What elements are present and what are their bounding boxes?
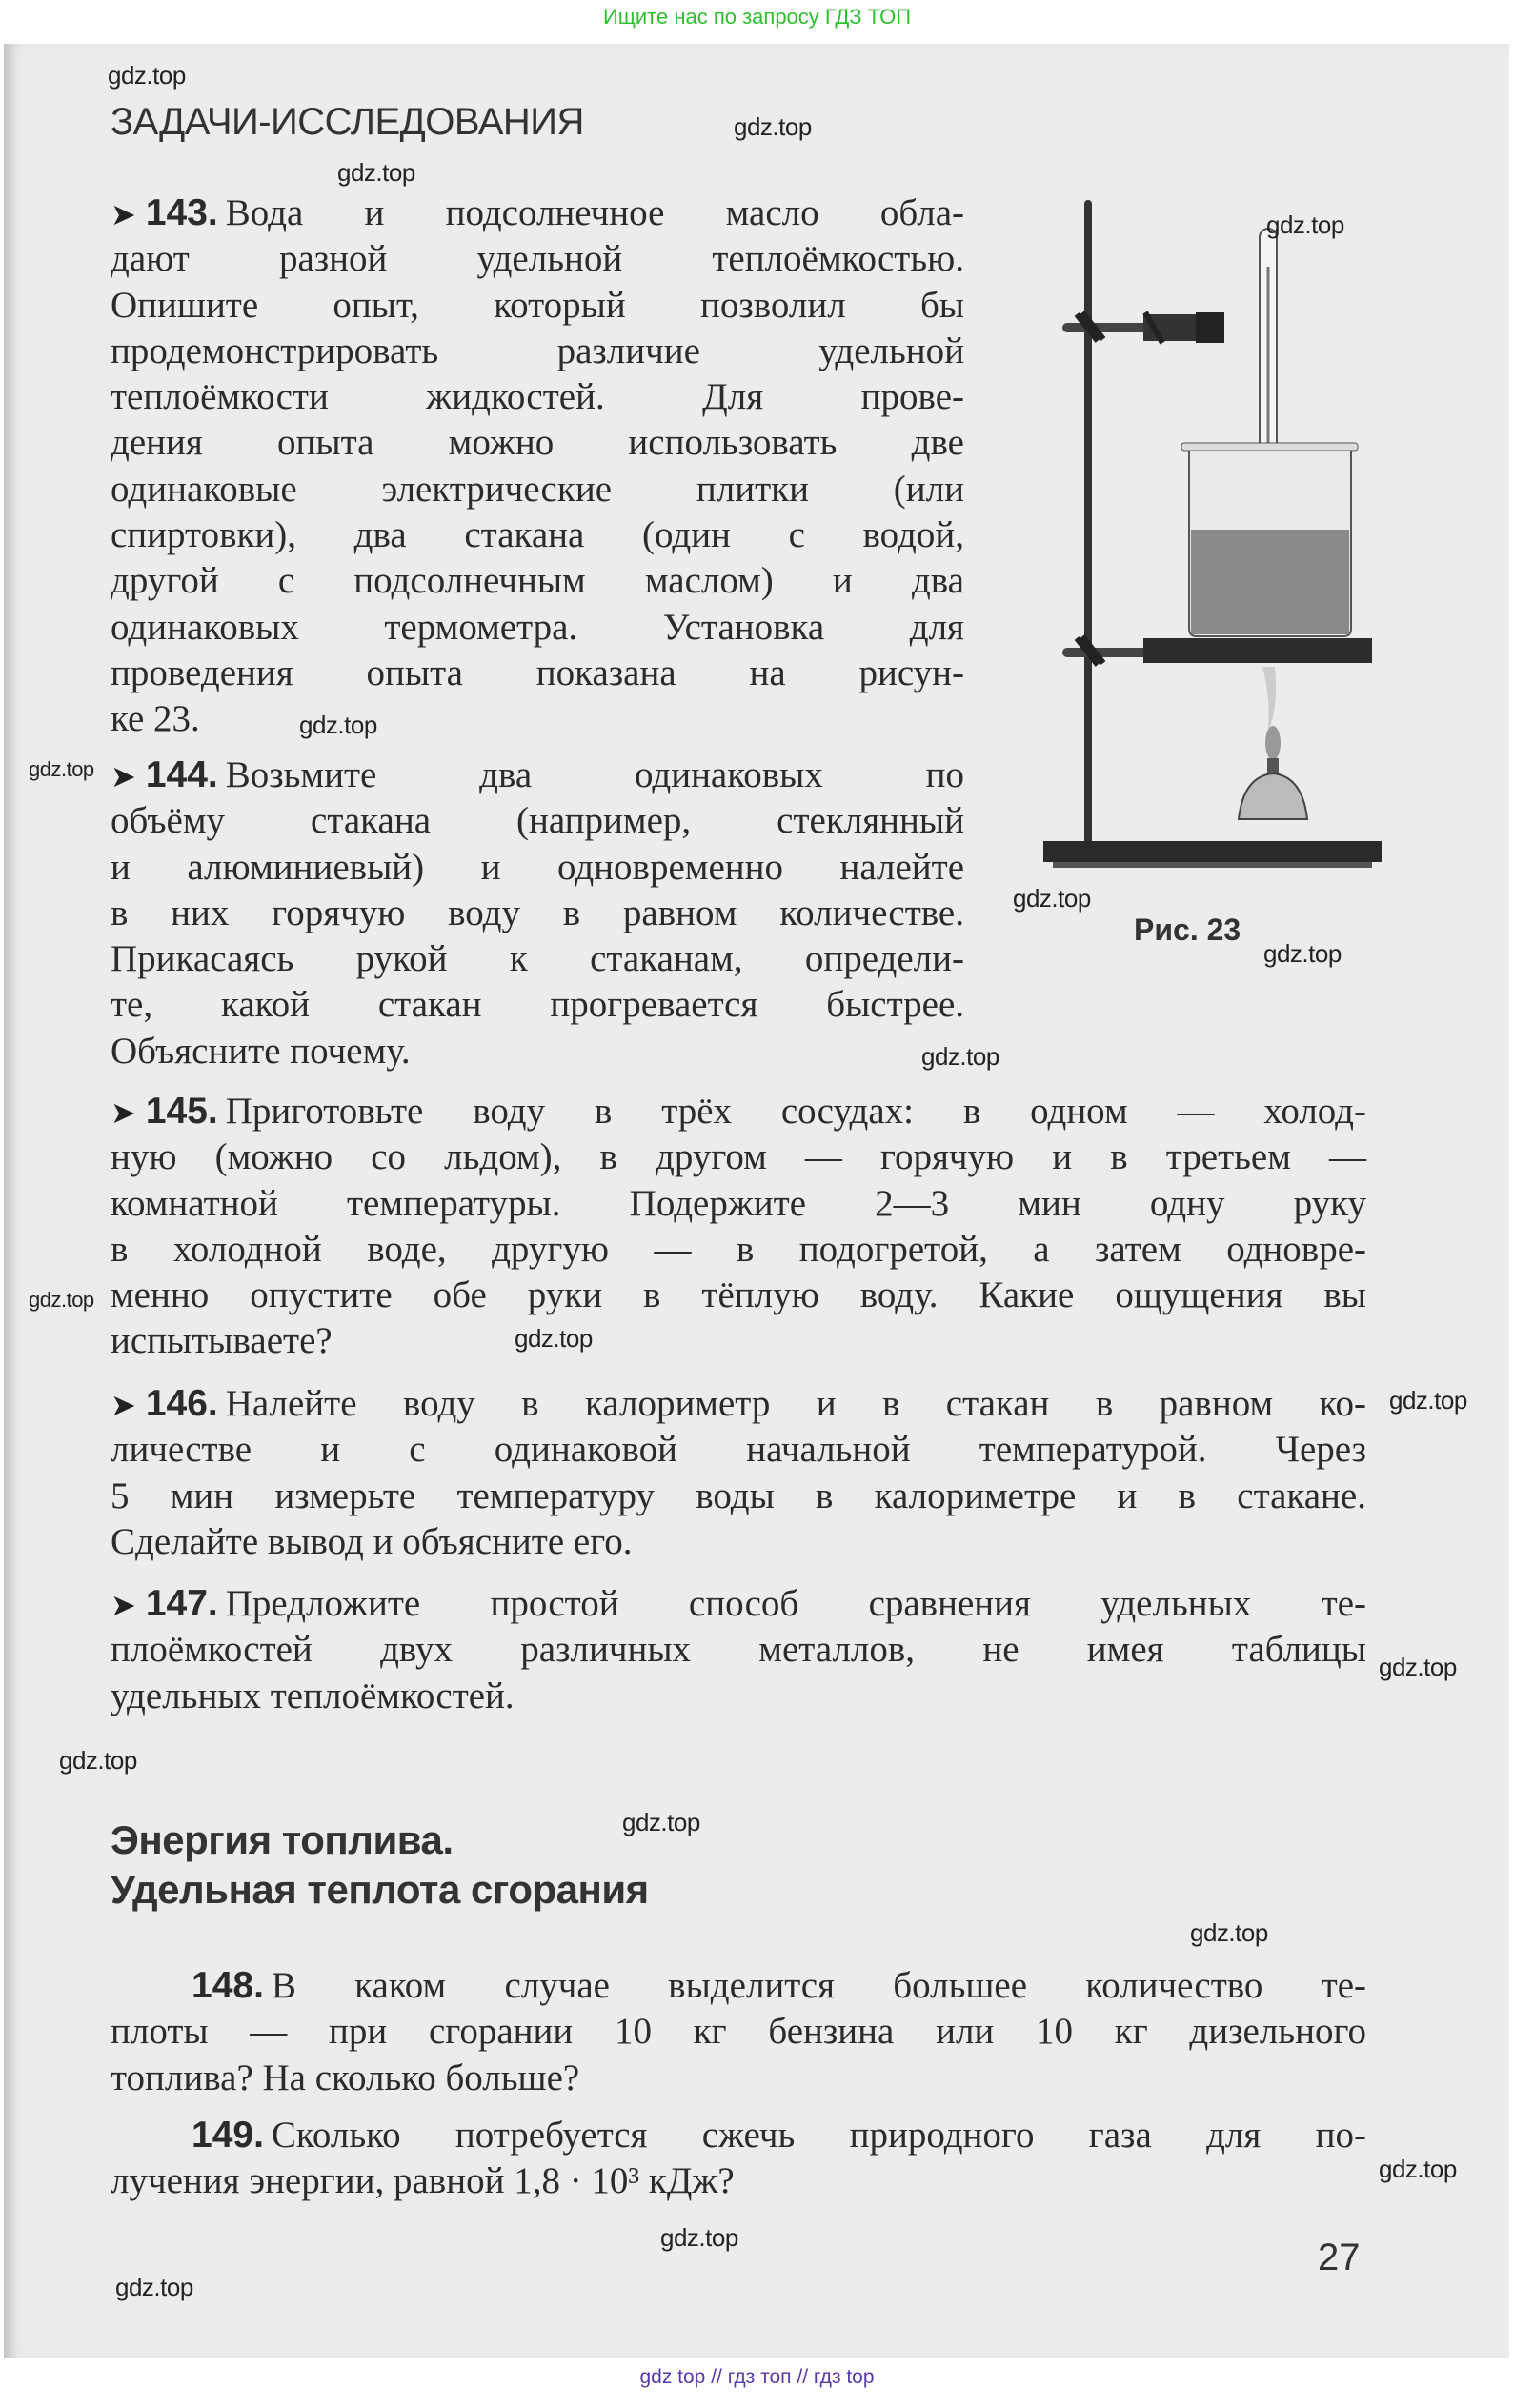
- lower-clamp-ring: [1062, 636, 1372, 665]
- problem-line: [111, 1181, 1366, 1227]
- problem-text: дения опыта можно использовать две: [111, 422, 964, 464]
- watermark: gdz.top: [337, 158, 415, 187]
- problem-line: [111, 1963, 1366, 2009]
- watermark: gdz.top: [1190, 1918, 1268, 1947]
- problem-line: [111, 1089, 1366, 1134]
- problem-text: топлива? На сколько больше?: [111, 2057, 580, 2098]
- beaker: [1181, 443, 1358, 636]
- watermark: gdz.top: [1013, 884, 1091, 913]
- problem-line: [111, 283, 964, 329]
- problem-line: [111, 374, 964, 420]
- stand-rod: [1084, 200, 1092, 857]
- problem-number: 147.: [145, 1583, 218, 1624]
- problem-line: [111, 236, 964, 282]
- problem-line: [111, 1474, 1366, 1519]
- problem-text: удельных теплоёмкостей.: [111, 1675, 515, 1716]
- problem-text: Объясните почему.: [111, 1030, 411, 1072]
- problem-line: [111, 1029, 964, 1074]
- arrow-right-icon: ➤: [111, 1387, 136, 1423]
- search-banner[interactable]: Ищите нас по запросу ГДЗ ТОП: [602, 5, 912, 29]
- problem-text: те, какой стакан прогревается быстрее.: [111, 984, 964, 1026]
- problem-text: Прикасаясь рукой к стаканам, определи-: [111, 938, 964, 980]
- figure-caption: Рис. 23: [1134, 913, 1241, 947]
- problem-149: [111, 2113, 1366, 2205]
- problem-text: спиртовки), два стакана (один с водой,: [111, 514, 964, 556]
- arrow-right-icon: ➤: [111, 1094, 136, 1131]
- problem-text: 5 мин измерьте температуру воды в калориметре и в стакане.: [111, 1475, 1366, 1516]
- problem-text: плоты — при сгорании 10 кг бензина или 10 кг дизельного: [111, 2011, 1366, 2053]
- problem-text: ке 23.: [111, 698, 200, 740]
- problem-text: продемонстрировать различие удельной: [111, 330, 964, 371]
- problem-line: [111, 936, 964, 982]
- watermark: gdz.top: [59, 1746, 137, 1775]
- problem-text: одинаковые электрические плитки (или: [111, 468, 964, 510]
- problem-number: 145.: [145, 1091, 218, 1132]
- problem-line: [111, 1227, 1366, 1273]
- watermark: gdz.top: [108, 61, 186, 90]
- problem-line: [111, 1318, 1366, 1364]
- problem-line: [111, 2009, 1366, 2055]
- problem-number: 143.: [145, 192, 218, 233]
- watermark: gdz.top: [734, 112, 812, 141]
- problem-line: [111, 2056, 1366, 2101]
- watermark: gdz.top: [622, 1808, 700, 1836]
- problem-line: [111, 467, 964, 512]
- watermark: gdz.top: [515, 1324, 593, 1353]
- problem-148: [111, 1963, 1366, 2101]
- problem-line: [111, 191, 964, 236]
- problem-line: [111, 1273, 1366, 1318]
- watermark: gdz.top: [1263, 939, 1342, 968]
- watermark: gdz.top: [1266, 211, 1344, 239]
- problem-text: в холодной воде, другую — в подогретой, а затем одновре-: [111, 1228, 1366, 1270]
- problem-text: Приготовьте воду в трёх сосудах: в одном — холод-: [225, 1091, 1366, 1132]
- problem-line: [111, 752, 964, 798]
- watermark: gdz.top: [1379, 2155, 1457, 2183]
- problem-line: [111, 512, 964, 558]
- problem-line: [111, 1627, 1366, 1673]
- problem-line: [111, 798, 964, 844]
- figure-23-lab-setup: [1029, 191, 1391, 895]
- problem-text: Опишите опыт, который позволил бы: [111, 284, 964, 326]
- problem-line: [111, 845, 964, 891]
- problem-line: [111, 2113, 1366, 2158]
- problem-line: [111, 420, 964, 466]
- problem-number: 149.: [192, 2115, 264, 2156]
- problem-text: объёму стакана (например, стеклянный: [111, 800, 964, 842]
- problem-line: [111, 605, 964, 651]
- problem-number: 148.: [192, 1965, 264, 2006]
- problem-line: [111, 891, 964, 936]
- problem-143: [111, 191, 964, 743]
- problem-text: ную (можно со льдом), в другом — горячую и в третьем —: [111, 1136, 1366, 1178]
- watermark: gdz.top: [660, 2223, 738, 2252]
- problem-line: [111, 329, 964, 374]
- problem-text: дают разной удельной теплоёмкостью.: [111, 238, 964, 280]
- problem-number: 144.: [145, 754, 218, 795]
- problem-line: [111, 2158, 1366, 2204]
- problem-text: менно опустите обе руки в тёплую воду. Какие ощущения вы: [111, 1274, 1366, 1316]
- problem-line: [111, 1519, 1366, 1565]
- problem-text: плоёмкостей двух различных металлов, не имея таблицы: [111, 1629, 1366, 1671]
- section-title-research-tasks: ЗАДАЧИ-ИССЛЕДОВАНИЯ: [111, 101, 584, 143]
- problem-text: В каком случае выделится большее количество те-: [271, 1965, 1366, 2006]
- problem-144: [111, 752, 964, 1074]
- problem-text: испытываете?: [111, 1320, 333, 1362]
- problem-146: [111, 1381, 1366, 1565]
- section-title-fuel-energy: Энергия топлива.: [111, 1817, 454, 1862]
- problem-147: [111, 1581, 1366, 1719]
- problem-text: в них горячую воду в равном количестве.: [111, 892, 964, 933]
- footer-links[interactable]: gdz top // гдз топ // гдз top: [639, 2366, 875, 2388]
- problem-text: другой с подсолнечным маслом) и два: [111, 560, 964, 602]
- watermark: gdz.top: [1389, 1386, 1467, 1415]
- watermark: gdz.top: [29, 757, 94, 781]
- watermark: gdz.top: [1379, 1653, 1457, 1681]
- problem-text: Вода и подсолнечное масло обла-: [225, 192, 964, 233]
- problem-text: Возьмите два одинаковых по: [225, 754, 964, 795]
- problem-line: [111, 1674, 1366, 1719]
- page-number: 27: [1318, 2237, 1361, 2278]
- problem-text: Предложите простой способ сравнения удельных те-: [225, 1583, 1366, 1624]
- problem-line: [111, 982, 964, 1028]
- problem-text: проведения опыта показана на рисун-: [111, 652, 964, 693]
- watermark: gdz.top: [921, 1042, 999, 1071]
- problem-line: [111, 1134, 1366, 1180]
- problem-text: и алюминиевый) и одновременно налейте: [111, 846, 964, 888]
- problem-line: [111, 1581, 1366, 1627]
- stand-base: [1043, 841, 1382, 868]
- problem-line: [111, 696, 964, 742]
- arrow-right-icon: ➤: [111, 758, 136, 794]
- arrow-right-icon: ➤: [111, 196, 136, 232]
- section-title-heat-of-combustion: Удельная теплота сгорания: [111, 1867, 649, 1912]
- problem-line: [111, 558, 964, 604]
- arrow-right-icon: ➤: [111, 1587, 136, 1623]
- watermark: gdz.top: [299, 711, 377, 739]
- problem-text: личестве и с одинаковой начальной температурой. Через: [111, 1429, 1366, 1471]
- problem-text: лучения энергии, равной 1,8 · 10³ кДж?: [111, 2160, 735, 2202]
- problem-text: комнатной температуры. Подержите 2—3 мин одну руку: [111, 1182, 1366, 1224]
- spirit-lamp: [1239, 667, 1307, 819]
- problem-text: теплоёмкости жидкостей. Для прове-: [111, 376, 964, 418]
- watermark: gdz.top: [29, 1288, 94, 1312]
- problem-text: Сколько потребуется сжечь природного газа для по-: [271, 2115, 1366, 2156]
- problem-text: одинаковых термометра. Установка для: [111, 606, 964, 648]
- problem-text: Налейте воду в калориметр и в стакан в равном ко-: [225, 1383, 1366, 1424]
- problem-line: [111, 651, 964, 696]
- problem-line: [111, 1381, 1366, 1427]
- watermark: gdz.top: [115, 2273, 193, 2301]
- problem-line: [111, 1427, 1366, 1473]
- problem-number: 146.: [145, 1383, 218, 1424]
- problem-text: Сделайте вывод и объясните его.: [111, 1520, 633, 1562]
- problem-145: [111, 1089, 1366, 1365]
